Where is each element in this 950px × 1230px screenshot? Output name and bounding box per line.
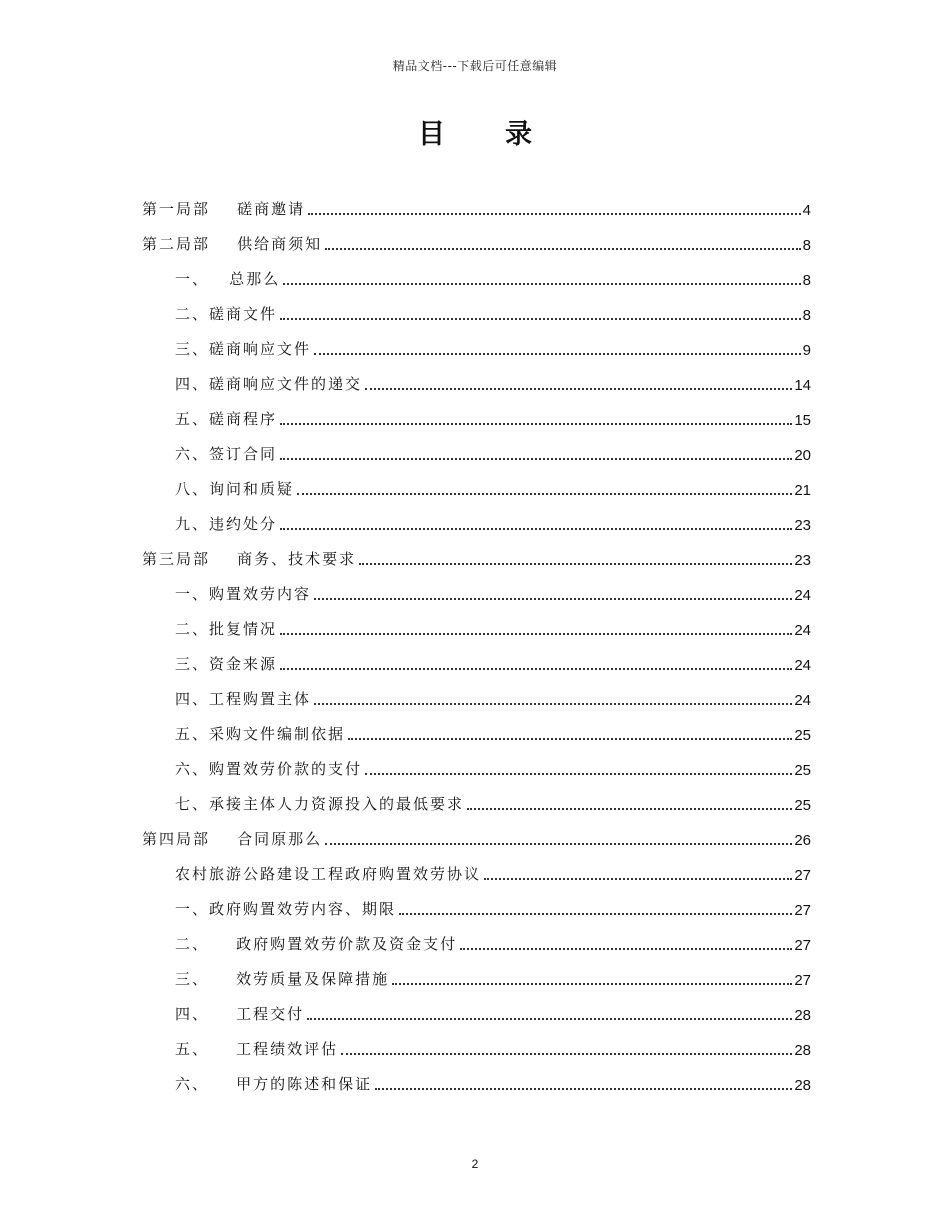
toc-entry-page: 28 bbox=[794, 1077, 811, 1094]
toc-entry[interactable] bbox=[142, 890, 811, 925]
toc-entry-page: 23 bbox=[794, 517, 811, 534]
toc-entry[interactable] bbox=[142, 505, 811, 540]
toc-entry[interactable] bbox=[142, 435, 811, 470]
toc-entry[interactable] bbox=[142, 190, 811, 225]
toc-entry-page: 20 bbox=[794, 447, 811, 464]
toc-entry-label: 第三局部 商务、技术要求 bbox=[142, 550, 357, 568]
dot-leader bbox=[314, 597, 792, 600]
toc-entry-label: 四、磋商响应文件的递交 bbox=[175, 375, 363, 393]
dot-leader bbox=[365, 772, 792, 775]
toc-entry-page: 24 bbox=[794, 587, 811, 604]
dot-leader bbox=[325, 247, 801, 250]
toc-entry-label: 五、采购文件编制依据 bbox=[175, 725, 346, 743]
toc-entry-page: 26 bbox=[794, 832, 811, 849]
toc-entry[interactable] bbox=[142, 400, 811, 435]
table-of-contents bbox=[142, 190, 811, 1100]
dot-leader bbox=[307, 1017, 792, 1020]
toc-entry[interactable] bbox=[142, 925, 811, 960]
toc-entry-page: 28 bbox=[794, 1042, 811, 1059]
toc-entry-page: 25 bbox=[794, 727, 811, 744]
dot-leader bbox=[297, 492, 792, 495]
toc-entry[interactable] bbox=[142, 610, 811, 645]
toc-entry-page: 4 bbox=[802, 202, 811, 219]
toc-entry-label: 九、违约处分 bbox=[175, 515, 278, 533]
dot-leader bbox=[280, 632, 792, 635]
dot-leader bbox=[348, 737, 792, 740]
toc-entry-label: 一、 总那么 bbox=[175, 270, 281, 288]
toc-entry[interactable] bbox=[142, 960, 811, 995]
toc-entry-label: 第二局部 供给商须知 bbox=[142, 235, 323, 253]
toc-entry-page: 9 bbox=[802, 342, 811, 359]
dot-leader bbox=[392, 982, 792, 985]
toc-entry-label: 一、政府购置效劳内容、期限 bbox=[175, 900, 397, 918]
toc-entry-page: 23 bbox=[794, 552, 811, 569]
toc-entry[interactable] bbox=[142, 295, 811, 330]
toc-entry-page: 8 bbox=[802, 237, 811, 254]
dot-leader bbox=[280, 667, 792, 670]
toc-entry-page: 24 bbox=[794, 657, 811, 674]
toc-entry[interactable] bbox=[142, 260, 811, 295]
toc-entry[interactable] bbox=[142, 645, 811, 680]
toc-entry-page: 27 bbox=[794, 867, 811, 884]
toc-entry-label: 五、磋商程序 bbox=[175, 410, 278, 428]
dot-leader bbox=[484, 877, 792, 880]
toc-entry[interactable] bbox=[142, 785, 811, 820]
toc-entry-label: 八、询问和质疑 bbox=[175, 480, 295, 498]
toc-entry-label: 四、工程购置主体 bbox=[175, 690, 312, 708]
page-title: 目录 bbox=[418, 119, 592, 150]
toc-entry-page: 8 bbox=[802, 307, 811, 324]
toc-entry[interactable] bbox=[142, 855, 811, 890]
toc-entry-page: 27 bbox=[794, 937, 811, 954]
dot-leader bbox=[460, 947, 792, 950]
dot-leader bbox=[280, 317, 801, 320]
toc-entry[interactable] bbox=[142, 750, 811, 785]
toc-entry[interactable] bbox=[142, 715, 811, 750]
toc-entry[interactable] bbox=[142, 995, 811, 1030]
toc-entry[interactable] bbox=[142, 540, 811, 575]
dot-leader bbox=[365, 387, 792, 390]
dot-leader bbox=[314, 702, 792, 705]
page-header: 精品文档---下载后可任意编辑 bbox=[392, 59, 558, 73]
toc-entry-page: 15 bbox=[794, 412, 811, 429]
dot-leader bbox=[280, 457, 792, 460]
toc-entry[interactable] bbox=[142, 820, 811, 855]
toc-entry-label: 二、磋商文件 bbox=[175, 305, 278, 323]
toc-entry[interactable] bbox=[142, 330, 811, 365]
toc-entry-label: 四、 工程交付 bbox=[175, 1005, 305, 1023]
toc-entry-label: 第一局部 磋商邀请 bbox=[142, 200, 306, 218]
dot-leader bbox=[375, 1087, 792, 1090]
toc-entry-page: 25 bbox=[794, 797, 811, 814]
dot-leader bbox=[280, 527, 792, 530]
dot-leader bbox=[280, 422, 792, 425]
dot-leader bbox=[283, 282, 800, 285]
toc-entry-label: 二、批复情况 bbox=[175, 620, 278, 638]
toc-entry-label: 七、承接主体人力资源投入的最低要求 bbox=[175, 795, 465, 813]
toc-entry-label: 三、磋商响应文件 bbox=[175, 340, 312, 358]
toc-entry[interactable] bbox=[142, 680, 811, 715]
toc-entry-label: 二、 政府购置效劳价款及资金支付 bbox=[175, 935, 458, 953]
toc-entry[interactable] bbox=[142, 575, 811, 610]
dot-leader bbox=[308, 212, 801, 215]
dot-leader bbox=[314, 352, 801, 355]
dot-leader bbox=[325, 842, 792, 845]
toc-entry-label: 五、 工程绩效评估 bbox=[175, 1040, 339, 1058]
toc-entry[interactable] bbox=[142, 365, 811, 400]
toc-entry-page: 28 bbox=[794, 1007, 811, 1024]
toc-entry-page: 21 bbox=[794, 482, 811, 499]
toc-entry[interactable] bbox=[142, 470, 811, 505]
toc-entry-page: 24 bbox=[794, 692, 811, 709]
dot-leader bbox=[359, 562, 792, 565]
toc-entry-label: 第四局部 合同原那么 bbox=[142, 830, 323, 848]
toc-entry-label: 农村旅游公路建设工程政府购置效劳协议 bbox=[175, 865, 482, 883]
toc-entry-label: 三、资金来源 bbox=[175, 655, 278, 673]
toc-entry-label: 六、 甲方的陈述和保证 bbox=[175, 1075, 373, 1093]
toc-entry-page: 27 bbox=[794, 902, 811, 919]
toc-entry-label: 六、购置效劳价款的支付 bbox=[175, 760, 363, 778]
toc-entry[interactable] bbox=[142, 1030, 811, 1065]
toc-entry-label: 三、 效劳质量及保障措施 bbox=[175, 970, 390, 988]
toc-entry[interactable] bbox=[142, 1065, 811, 1100]
page-number: 2 bbox=[471, 1157, 479, 1171]
toc-entry-label: 六、签订合同 bbox=[175, 445, 278, 463]
toc-entry-label: 一、购置效劳内容 bbox=[175, 585, 312, 603]
dot-leader bbox=[341, 1052, 792, 1055]
toc-entry[interactable] bbox=[142, 225, 811, 260]
toc-entry-page: 27 bbox=[794, 972, 811, 989]
dot-leader bbox=[467, 807, 792, 810]
toc-entry-page: 14 bbox=[794, 377, 811, 394]
toc-entry-page: 25 bbox=[794, 762, 811, 779]
toc-entry-page: 8 bbox=[802, 272, 811, 289]
dot-leader bbox=[399, 912, 792, 915]
toc-entry-page: 24 bbox=[794, 622, 811, 639]
